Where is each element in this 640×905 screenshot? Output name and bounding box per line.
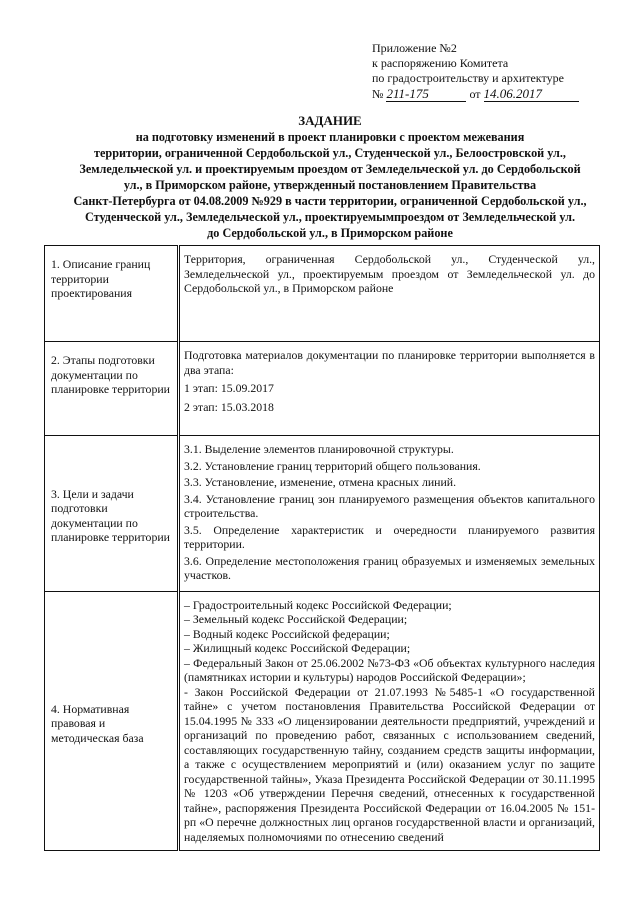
row-content [179,342,600,436]
title-line: до Сердобольской ул., в Приморском районе [207,226,453,240]
row-label: 3. Цели и задачи подготовки документации по планировке территории [45,436,179,592]
list-item: 3.4. Установление границ зон планируемого размещения объектов капитального строительства. [184,491,595,520]
date-label: от [469,87,481,101]
table-row [45,436,600,592]
appendix-block [372,41,579,102]
appendix-line2: к распоряжению Комитета [372,56,509,70]
row-content [179,591,600,851]
appendix-line3: по градостроительству и архитектуре [372,71,564,85]
task-table [44,245,600,851]
list-item: 3.6. Определение местоположения границ образуемых и изменяемых земельных участков. [184,553,595,582]
number-label: № [372,87,384,101]
title-line: ул., в Приморском районе, утвержденный постановлением Правительства [123,178,537,192]
list-item: 3.5. Определение характеристик и очередности планируемого развития территории. [184,522,595,551]
table-row [45,342,600,436]
list-item: – Водный кодекс Российской федерации; [184,626,390,641]
stage-1: 1 этап: 15.09.2017 [184,381,274,395]
list-item: - Закон Российской Федерации от 21.07.1993 №5485-1 «О государственной тайне» с учетом постановления Правительства Российской Федерации от 15.04.1995 № 333 «О лицензировании деятельности предприятий, учреждений и организаций по проведению работ, связанных с использованием сведений, составляющих государственную тайну, созданием средств защиты информации, а также с осуществлением мероприятий и (или) оказанием услуг по защите государственной тайны», Указа Президента Российской Федерации от 30.11.1995 № 1203 «Об утверждении Перечня сведений, отнесенных к государственной тайне», распоряжения Президента Российской Федерации от 16.04.2005 № 151-рп «О перечне должностных лиц органов государственной власти и организаций, наделяемых полномочиями по отнесению сведений [184,684,595,844]
stage-2: 2 этап: 15.03.2018 [184,399,274,414]
row-content: Территория, ограниченная Сердобольской ул., Студенческой ул., Земледельческой ул., проектируемым проездом от Земледельческой ул. до Сердобольской ул., в Приморском районе [179,246,600,342]
row-label: 1. Описание границ территории проектирования [45,246,179,342]
title-line: Земледельческой ул. и проектируемым проездом от Земледельческой ул. до Сердобольской [79,162,581,176]
table-row [45,246,600,342]
order-number: 211-175 [386,86,466,102]
stages-intro: Подготовка материалов документации по планировке территории выполняется в два этапа: [184,348,595,377]
row-label: 2. Этапы подготовки документации по планировке территории [45,342,179,436]
appendix-line1: Приложение №2 [372,41,457,55]
list-item: 3.3. Установление, изменение, отмена красных линий. [184,475,457,489]
title-line: территории, ограниченной Сердобольской ул., Студенческой ул., Белоостровской ул., [94,146,566,160]
order-date: 14.06.2017 [484,86,579,102]
list-item: 3.1. Выделение элементов планировочной структуры. [184,442,454,456]
title-line: на подготовку изменений в проект планировки с проектом межевания [135,130,525,144]
row-content [179,436,600,592]
title-line: Студенческой ул., Земледельческой ул., проектируемымпроездом от Земледельческой ул. [84,210,576,224]
title-heading: ЗАДАНИЕ [298,113,362,128]
list-item: – Федеральный Закон от 25.06.2002 №73-ФЗ «Об объектах культурного наследия (памятниках истории и культуры) народов Российской Федерации»; [184,655,595,684]
list-item: – Градостроительный кодекс Российской Федерации; [184,597,452,612]
row-label: 4. Нормативная правовая и методическая база [45,591,179,851]
title-line: Санкт-Петербурга от 04.08.2009 №929 в части территории, ограниченной Сердобольской ул., [73,194,587,208]
appendix-number-line [372,86,579,102]
list-item: – Земельный кодекс Российской Федерации; [184,612,408,626]
table-row [45,591,600,851]
document-title [40,113,620,241]
list-item: 3.2. Установление границ территорий общего пользования. [184,458,481,473]
list-item: – Жилищный кодекс Российской Федерации; [184,641,411,655]
